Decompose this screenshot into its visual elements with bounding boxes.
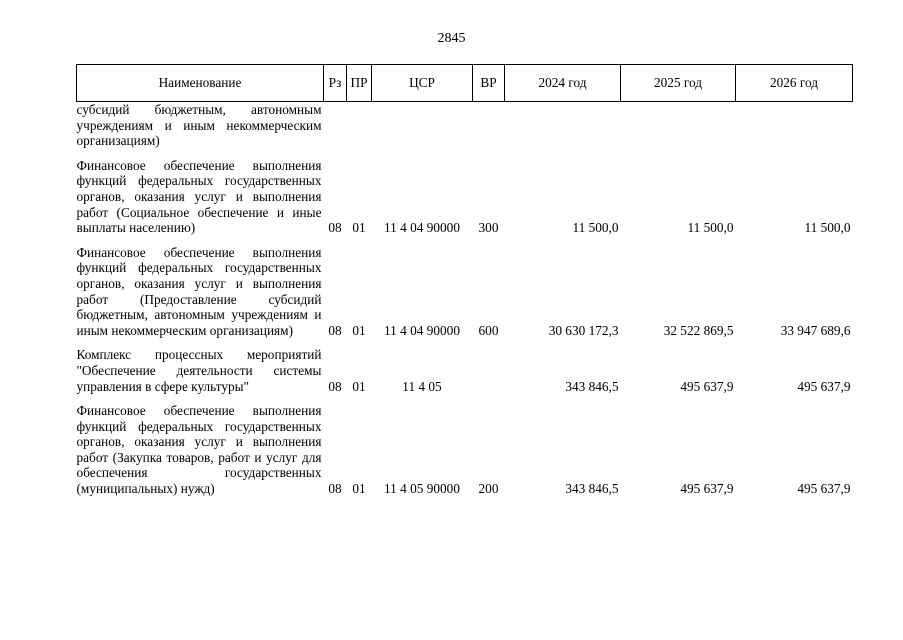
row-rz [324,102,347,149]
row-vr: 600 [478,322,499,338]
row-2024 [505,102,621,149]
row-rz: 08 [328,378,342,394]
row-pr: 01 [352,322,366,338]
row-2025: 32 522 869,5 [663,322,734,338]
row-rz: 08 [328,481,342,497]
row-csr: 11 4 04 90000 [384,322,460,338]
header-pr: ПР [347,65,372,102]
row-csr: 11 4 04 90000 [384,220,460,236]
header-2024: 2024 год [505,65,621,102]
row-csr: 11 4 05 90000 [384,481,460,497]
header-name: Наименование [77,65,324,102]
row-name: Финансовое обеспечение выполнения функций федеральных государственных органов, оказания услуг и выполнения работ (Социальное обеспечение и иные выплаты населению) [76,157,322,236]
header-2025: 2025 год [621,65,736,102]
header-csr: ЦСР [372,65,473,102]
row-2026: 495 637,9 [797,481,851,497]
row-2025: 11 500,0 [687,220,734,236]
row-2024: 11 500,0 [572,220,619,236]
row-2024: 30 630 172,3 [548,322,619,338]
row-pr: 01 [352,481,366,497]
table-row [77,236,853,339]
row-name: Финансовое обеспечение выполнения функций федеральных государственных органов, оказания услуг и выполнения работ (Закупка товаров, работ и услуг для обеспечения государственных (муниципальных) нужд) [76,403,322,497]
row-2026: 495 637,9 [797,378,851,394]
row-2025: 495 637,9 [680,481,734,497]
row-2026: 11 500,0 [804,220,851,236]
table-row [77,394,853,497]
row-2024: 343 846,5 [565,378,619,394]
table-row [77,149,853,236]
row-pr: 01 [352,378,366,394]
table-row [77,338,853,394]
row-2026: 33 947 689,6 [780,322,851,338]
row-2025: 495 637,9 [680,378,734,394]
page-number: 2845 [437,31,466,46]
table-row [77,102,853,149]
row-pr: 01 [352,220,366,236]
row-rz: 08 [328,322,342,338]
header-vr: ВР [473,65,505,102]
row-rz: 08 [328,220,342,236]
budget-table [76,64,853,497]
row-vr [473,102,505,149]
row-2026 [736,102,853,149]
row-vr: 300 [478,220,499,236]
row-csr [372,102,473,149]
row-2025 [621,102,736,149]
row-csr: 11 4 05 [402,378,442,394]
row-vr [473,338,505,394]
row-vr: 200 [478,481,499,497]
row-name: субсидий бюджетным, автономным учреждениям и иным некоммерческим организациям) [76,102,322,149]
table-header-row [77,65,853,102]
header-2026: 2026 год [736,65,853,102]
row-name: Финансовое обеспечение выполнения функций федеральных государственных органов, оказания услуг и выполнения работ (Предоставление субсидий бюджетным, автономным учреждениям и иным некоммерческим организациям) [76,244,322,338]
row-2024: 343 846,5 [565,481,619,497]
header-rz: Рз [324,65,347,102]
row-name: Комплекс процессных мероприятий "Обеспечение деятельности системы управления в сфере культуры" [76,347,322,394]
row-pr [347,102,372,149]
